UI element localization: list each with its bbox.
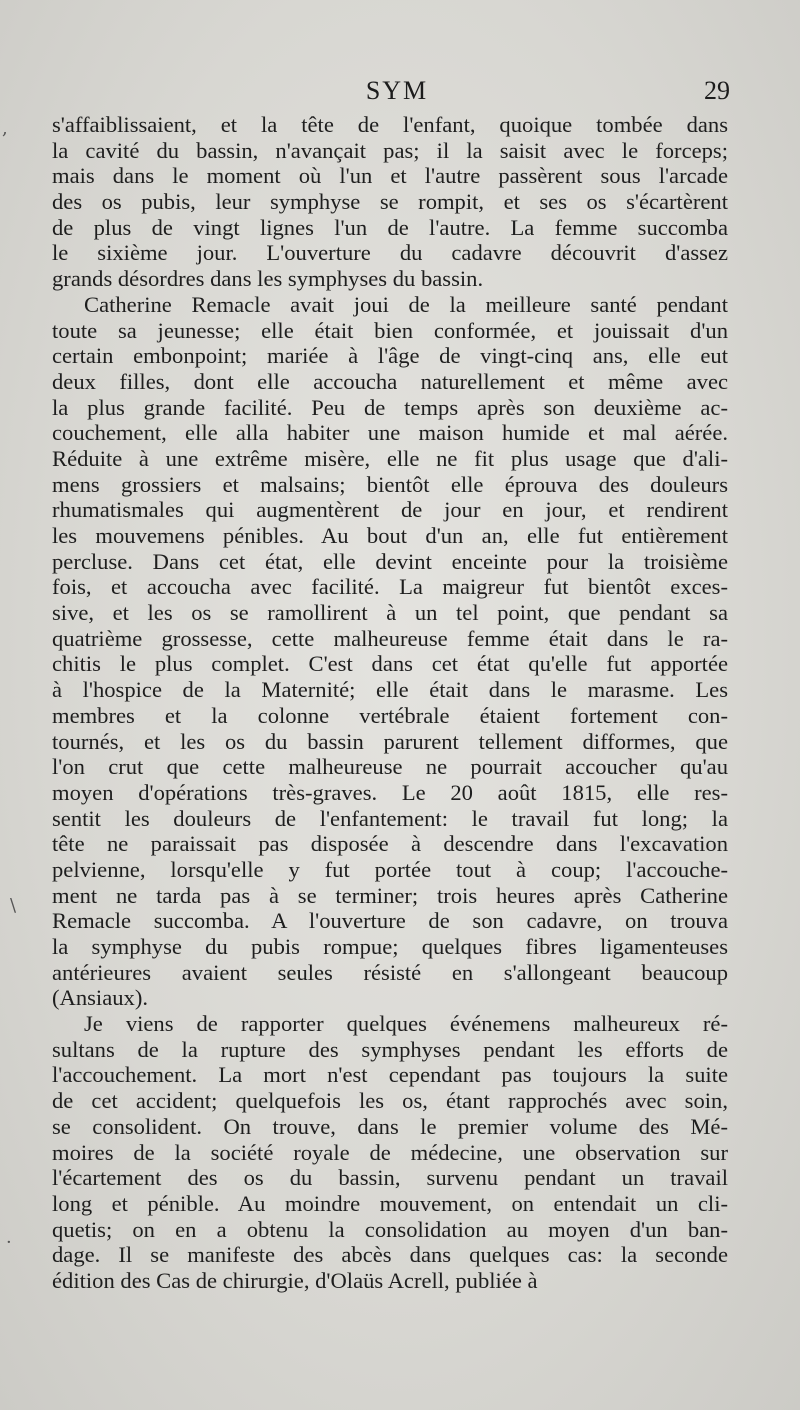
text-line: l'écartement des os du bassin, survenu pendant un travail <box>52 1165 728 1191</box>
text-line: quetis; on en a obtenu la consolidation au moyen d'un ban- <box>52 1216 728 1242</box>
text-line: couchement, elle alla habiter une maison humide et mal aérée. <box>52 420 728 446</box>
text-line: rhumatismales qui augmentèrent de jour en jour, et rendirent <box>52 497 728 523</box>
text-line: des os pubis, leur symphyse se rompit, et ses os s'écartèrent <box>52 189 728 215</box>
text-line: Réduite à une extrême misère, elle ne fit plus usage que d'ali- <box>52 445 728 471</box>
text-line: deux filles, dont elle accoucha naturellement et même avec <box>52 368 728 394</box>
text-line: (Ansiaux). <box>52 985 149 1011</box>
text-line: de plus de vingt lignes l'un de l'autre. La femme succomba <box>52 214 728 240</box>
text-line: à l'hospice de la Maternité; elle était dans le marasme. Les <box>52 677 728 703</box>
text-line: mens grossiers et malsains; bientôt elle éprouva des douleurs <box>52 471 728 497</box>
text-line: mais dans le moment où l'un et l'autre passèrent sous l'arcade <box>52 163 728 189</box>
body-text <box>52 112 728 1294</box>
text-line: tournés, et les os du bassin parurent tellement difformes, que <box>52 728 728 754</box>
text-line: Catherine Remacle avait joui de la meilleure santé pendant <box>84 291 728 317</box>
text-line: les mouvemens pénibles. Au bout d'un an, elle fut entièrement <box>52 523 728 548</box>
text-line: s'affaiblissaient, et la tête de l'enfant, quoique tombée dans <box>52 112 728 137</box>
text-line: percluse. Dans cet état, elle devint enceinte pour la troisième <box>52 548 728 574</box>
margin-mark-3: · <box>6 1232 12 1253</box>
paragraph <box>52 1011 728 1294</box>
running-head: SYM <box>365 76 429 105</box>
text-line: certain embonpoint; mariée à l'âge de vingt-cinq ans, elle eut <box>52 343 728 369</box>
text-line: grands désordres dans les symphyses du bassin. <box>52 266 484 292</box>
text-line: tête ne paraissait pas disposée à descendre dans l'excavation <box>52 831 728 857</box>
paragraph <box>52 112 728 292</box>
text-line: sive, et les os se ramollirent à un tel point, que pendant sa <box>52 600 728 626</box>
text-line: membres et la colonne vertébrale étaient fortement con- <box>52 702 728 728</box>
text-line: sentit les douleurs de l'enfantement: le travail fut long; la <box>52 805 728 831</box>
text-line: édition des Cas de chirurgie, d'Olaüs Acrell, publiée à <box>52 1267 538 1293</box>
text-line: antérieures avaient seules résisté en s'allongeant beaucoup <box>52 959 728 985</box>
text-line: l'accouchement. La mort n'est cependant pas toujours la suite <box>52 1062 728 1088</box>
text-line: se consolident. On trouve, dans le premier volume des Mé- <box>52 1113 728 1139</box>
text-line: la symphyse du pubis rompue; quelques fibres ligamenteuses <box>52 934 728 959</box>
text-line: de cet accident; quelquefois les os, étant rapprochés avec soin, <box>52 1088 728 1114</box>
paragraph <box>52 292 728 1011</box>
text-line: toute sa jeunesse; elle était bien conformée, et jouissait d'un <box>52 317 728 343</box>
text-line: sultans de la rupture des symphyses pendant les efforts de <box>52 1036 728 1062</box>
text-line: Remacle succomba. A l'ouverture de son cadavre, on trouva <box>52 908 728 934</box>
text-line: la plus grande facilité. Peu de temps après son deuxième ac- <box>52 394 728 420</box>
text-line: ment ne tarda pas à se terminer; trois heures après Catherine <box>52 882 728 908</box>
text-line: chitis le plus complet. C'est dans cet état qu'elle fut apportée <box>52 651 728 677</box>
text-line: Je viens de rapporter quelques événemens malheureux ré- <box>84 1011 728 1037</box>
text-line: moyen d'opérations très-graves. Le 20 août 1815, elle res- <box>52 779 728 805</box>
margin-mark-1: , <box>2 118 8 139</box>
page-header <box>52 76 742 108</box>
text-line: fois, et accoucha avec facilité. La maigreur fut bientôt exces- <box>52 574 728 600</box>
page-number: 29 <box>704 76 730 105</box>
text-line: dage. Il se manifeste des abcès dans quelques cas: la seconde <box>52 1242 728 1268</box>
text-line: le sixième jour. L'ouverture du cadavre découvrit d'assez <box>52 240 728 266</box>
text-line: quatrième grossesse, cette malheureuse femme était dans le ra- <box>52 625 728 651</box>
text-line: long et pénible. Au moindre mouvement, on entendait un cli- <box>52 1190 728 1216</box>
text-line: pelvienne, lorsqu'elle y fut portée tout à coup; l'accouche- <box>52 856 728 882</box>
margin-mark-2: \ <box>10 895 17 916</box>
text-line: l'on crut que cette malheureuse ne pourrait accoucher qu'au <box>52 754 728 780</box>
text-line: la cavité du bassin, n'avançait pas; il la saisit avec le forceps; <box>52 137 728 163</box>
text-line: moires de la société royale de médecine, une observation sur <box>52 1139 728 1165</box>
